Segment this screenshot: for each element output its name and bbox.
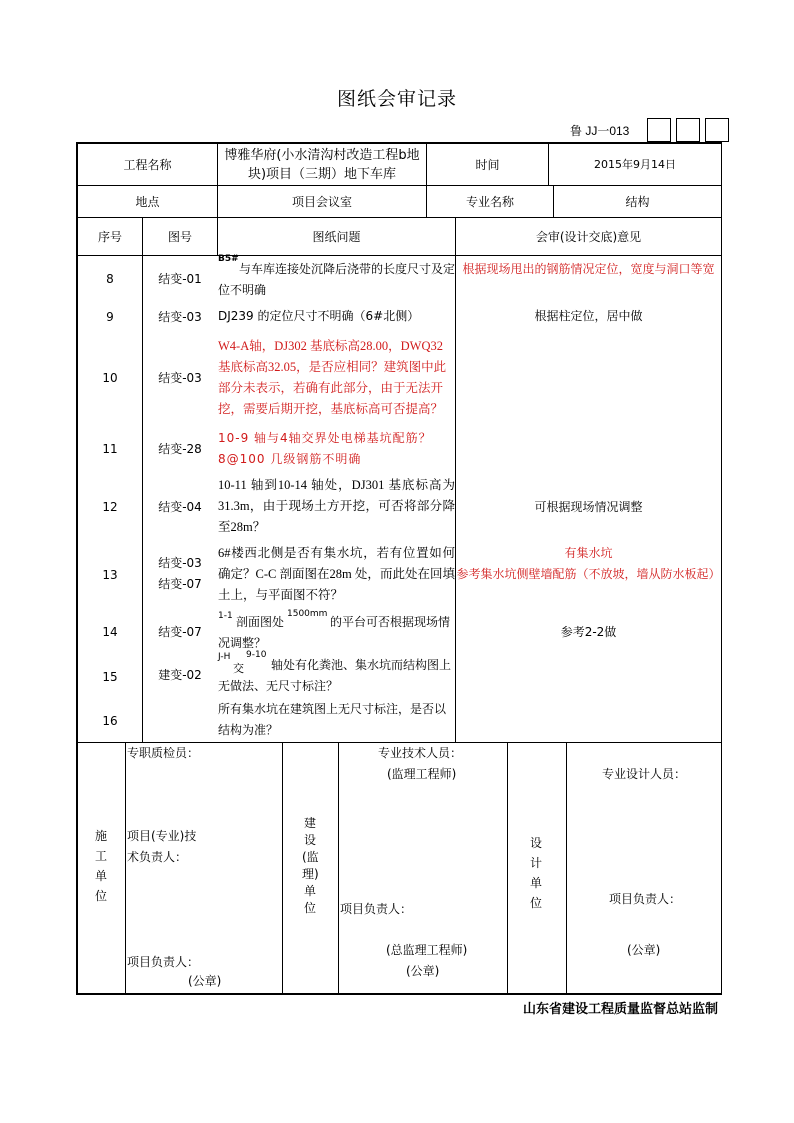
row-issue: 6#楼西北侧是否有集水坑，若有位置如何确定？C-C 剖面图在28m 处，而此处在回填土上，与平面图不符？ xyxy=(218,546,455,602)
qc-inspector-label: 专职质检员： xyxy=(127,746,200,760)
row-issue-prefix: 1-1 xyxy=(218,611,233,621)
row-opinion-line1: 有集水坑 xyxy=(564,546,613,560)
footer-issuer: 山东省建设工程质量监督总站监制 xyxy=(522,1002,718,1017)
row-issue: 10-9 轴与4轴交界处电梯基坑配筋？8@100 几级钢筋不明确 xyxy=(218,431,432,466)
specialty-label: 专业名称 xyxy=(465,194,514,209)
tech-staff-label: 专业技术人员： xyxy=(378,746,463,760)
row-issue-prefix: B5# xyxy=(218,254,239,264)
design-unit-label: 设计单位 xyxy=(529,836,542,910)
form-code: 鲁 JJ一013 xyxy=(570,124,630,138)
row-issue: W4-A轴，DJ302 基底标高28.00，DWQ32基底标高32.05，是否应相同？建筑图中此部分未表示，若确有此部分，由于无法开挖，需要后期开挖，基底标高可否提高？ xyxy=(218,339,447,416)
row-drawing: 结变-03 xyxy=(158,371,202,385)
time-label: 时间 xyxy=(475,157,500,172)
row-opinion: 根据柱定位，居中做 xyxy=(534,309,643,323)
row-issue-part1: 剖面图处 xyxy=(236,615,285,629)
row-opinion: 参考集水坑侧壁墙配筋（不放坡，墙从防水板起） xyxy=(456,567,721,581)
specialty-value: 结构 xyxy=(625,194,650,209)
design-project-lead-label: 项目负责人： xyxy=(609,892,682,906)
location-value: 项目会议室 xyxy=(291,194,352,209)
code-box-2 xyxy=(676,118,700,142)
row-issue-axis: 9-10 xyxy=(246,650,267,660)
row-drawing: 建变-02 xyxy=(158,668,202,682)
designer-label: 专业设计人员： xyxy=(602,767,687,781)
row-issue: 轴处有化粪池、集水坑而结构图上无做法、无尺寸标注？ xyxy=(218,658,452,693)
row-seq: 16 xyxy=(102,714,118,728)
col-header-opinion: 会审(设计交底)意见 xyxy=(535,229,642,244)
project-lead-label: 项目负责人： xyxy=(127,955,200,969)
row-drawing: 结变-07 xyxy=(158,625,202,639)
row-issue-junction: 交 xyxy=(233,662,244,675)
row-seq: 14 xyxy=(102,625,118,639)
row-drawing: 结变-28 xyxy=(158,442,202,456)
construction-unit-label: 施工单位 xyxy=(94,829,107,903)
design-seal: (公章) xyxy=(627,943,661,957)
row-drawing: 结变-03 xyxy=(158,310,202,324)
page-title: 图纸会审记录 xyxy=(336,88,457,110)
row-opinion: 参考2-2做 xyxy=(560,625,617,639)
row-issue: 与车库连接处沉降后浇带的长度尺寸及定位不明确 xyxy=(218,262,456,297)
row-seq: 8 xyxy=(106,272,114,286)
project-name-label: 工程名称 xyxy=(123,157,172,172)
supervision-project-lead-label: 项目负责人： xyxy=(340,902,413,916)
row-opinion: 可根据现场情况调整 xyxy=(534,499,643,514)
row-issue: DJ239 的定位尺寸不明确（6#北侧） xyxy=(218,309,420,323)
row-seq: 15 xyxy=(102,670,118,684)
construction-seal: (公章) xyxy=(188,974,222,988)
row-issue-dimension: 1500mm xyxy=(287,609,328,619)
chief-supervising-engineer: (总监理工程师) xyxy=(386,943,468,957)
row-drawing-2: 结变-07 xyxy=(158,577,202,591)
supervising-engineer: (监理工程师) xyxy=(387,767,457,781)
code-box-3 xyxy=(705,118,729,142)
row-issue: 所有集水坑在建筑图上无尺寸标注，是否以结构为准？ xyxy=(218,702,447,737)
location-label: 地点 xyxy=(135,194,160,209)
row-opinion: 根据现场甩出的钢筋情况定位，宽度与洞口等宽 xyxy=(462,262,715,276)
col-header-issue: 图纸问题 xyxy=(312,229,361,244)
row-seq: 12 xyxy=(102,499,118,514)
time-value: 2015年9月14日 xyxy=(594,157,676,171)
supervision-unit-label: 建设(监理)单位 xyxy=(302,816,319,915)
row-seq: 10 xyxy=(102,371,118,385)
row-drawing: 结变-01 xyxy=(158,272,202,286)
supervision-seal: (公章) xyxy=(406,964,440,978)
row-issue-prefix: J-H xyxy=(218,652,231,662)
row-drawing: 结变-03 xyxy=(158,556,202,570)
row-issue: 10-11 轴到10-14 轴处，DJ301 基底标高为31.3m，由于现场土方开挖，可否将部分降至28m？ xyxy=(218,478,455,534)
row-issue-part2: 的平台可否根据现场情况调整？ xyxy=(218,615,451,650)
col-header-drawing: 图号 xyxy=(167,229,192,244)
row-seq: 13 xyxy=(102,567,118,582)
code-box-1 xyxy=(647,118,671,142)
col-header-seq: 序号 xyxy=(97,229,122,244)
project-name: 博雅华府(小水清沟村改造工程b地块)项目（三期）地下车库 xyxy=(224,147,420,182)
row-seq: 9 xyxy=(106,310,114,324)
row-seq: 11 xyxy=(102,442,118,456)
tech-lead-label: 项目(专业)技术负责人： xyxy=(127,829,197,864)
row-drawing: 结变-04 xyxy=(158,499,202,514)
